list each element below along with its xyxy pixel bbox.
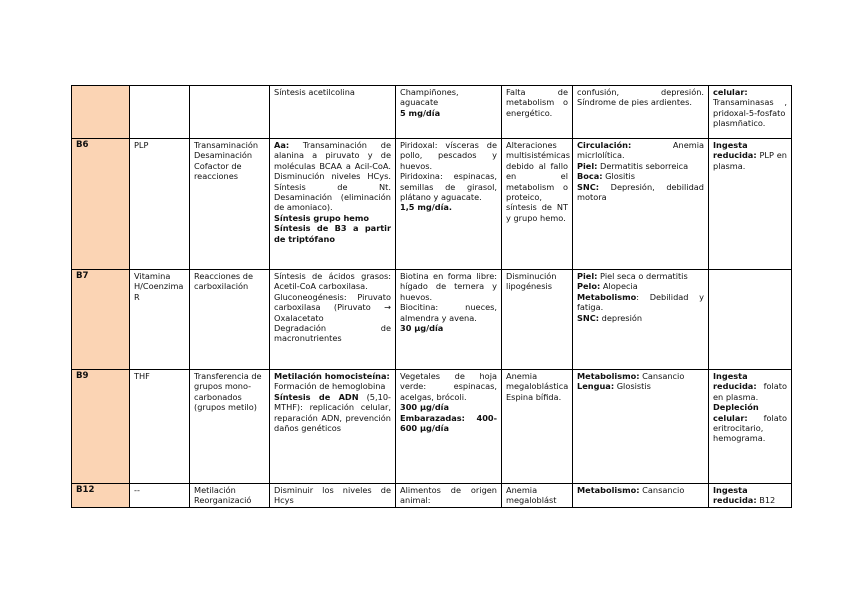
sources-cell-text: Biocitina: nueces, almendra y avena. (400, 302, 497, 323)
sources-cell (396, 139, 502, 270)
sources-cell-text: 30 µg/día (400, 323, 444, 334)
coenzyme-cell-text: -- (134, 485, 140, 495)
sources-cell-line (400, 202, 497, 212)
diagnosis-cell-text: PLP en plasma. (713, 150, 787, 171)
diagnosis-cell-text: Transaminasas , pridoxal-5-fosfato plasmñatico. (713, 97, 787, 129)
mechanism-cell (270, 370, 396, 484)
mechanism-cell-text: (5,10-MTHF): replicación celular, reparación ADN, prevención daños genéticos (274, 391, 391, 434)
diagnosis-cell-label: celular: (713, 87, 748, 97)
mechanism-cell (270, 86, 396, 139)
table-body (72, 86, 792, 508)
diagnosis-cell-label: Ingesta reducida: (713, 485, 757, 506)
function-cell-text: Transferencia de grupos mono-carbonados (grupos metilo) (194, 371, 262, 413)
mechanism-cell-line (274, 223, 391, 244)
coenzyme-cell-text: THF (134, 371, 150, 381)
table-row (72, 484, 792, 508)
symptoms-cell-text: Glosistis (614, 381, 651, 392)
sources-cell-text: Embarazadas: 400-600 µg/día (400, 412, 497, 434)
function-cell-text: Metilación Reorganizació (194, 485, 252, 506)
deficiency-cell (502, 370, 573, 484)
sources-cell-line (400, 140, 497, 171)
function-cell (190, 484, 270, 508)
deficiency-cell (502, 270, 573, 370)
coenzyme-cell-text: Vitamina H/Coenzima R (134, 271, 184, 302)
mechanism-cell-text: Síntesis de B3 a partir de triptófano (274, 223, 391, 244)
symptoms-cell-text: Alopecia (600, 281, 638, 292)
diagnosis-cell (709, 86, 792, 139)
mechanism-cell-text: Disminuir los niveles de Hcys (274, 485, 391, 506)
vitamin-cell-text: B9 (76, 371, 89, 381)
sources-cell (396, 484, 502, 508)
mechanism-cell-line (274, 271, 391, 292)
coenzyme-cell-text: PLP (134, 140, 149, 150)
coenzyme-cell (130, 86, 190, 139)
sources-cell-text: Biotina en forma libre: hígado de ternera y huevos. (400, 271, 497, 302)
mechanism-cell-line (274, 392, 391, 434)
symptoms-cell-line (577, 371, 704, 381)
mechanism-cell (270, 484, 396, 508)
sources-cell-line (400, 271, 497, 302)
symptoms-cell-label: Metabolismo: (577, 485, 640, 495)
symptoms-cell-label: SNC: (577, 181, 600, 192)
diagnosis-cell-line (713, 87, 787, 129)
mechanism-cell-line (274, 323, 391, 344)
mechanism-cell-text: Degradación de macronutrientes (274, 323, 391, 344)
mechanism-cell-line (274, 213, 391, 223)
sources-cell-line (400, 302, 497, 323)
deficiency-cell (502, 139, 573, 270)
sources-cell-text: 300 µg/día (400, 402, 450, 413)
symptoms-cell-line (577, 292, 704, 313)
deficiency-cell (502, 86, 573, 139)
mechanism-cell-line (274, 87, 391, 97)
diagnosis-cell-text: folato eritrocitario, hemograma. (713, 412, 787, 444)
vitamin-cell (72, 370, 130, 484)
sources-cell-line (400, 371, 497, 402)
diagnosis-cell-text: folato en plasma. (713, 381, 787, 402)
sources-cell-text: Piridoxal: vísceras de pollo, pescados y huevos. (400, 140, 497, 171)
symptoms-cell-label: Pelo: (577, 281, 601, 292)
symptoms-cell-text: Anemia micrlolítica. (577, 140, 704, 161)
symptoms-cell (573, 86, 709, 139)
table-row (72, 370, 792, 484)
diagnosis-cell-line (713, 402, 787, 444)
symptoms-cell-text: Dermatitis seborreica (597, 160, 689, 171)
sources-cell-text: 5 mg/día (400, 107, 441, 118)
sources-cell (396, 370, 502, 484)
symptoms-cell-text: Piel seca o dermatitis (597, 271, 688, 281)
diagnosis-cell-label: Ingesta reducida: (713, 371, 757, 392)
coenzyme-cell (130, 139, 190, 270)
diagnosis-cell (709, 370, 792, 484)
deficiency-cell-text: Disminución lipogénesis (506, 271, 557, 292)
sources-cell-line (400, 402, 497, 412)
vitamin-cell (72, 270, 130, 370)
coenzyme-cell (130, 370, 190, 484)
mechanism-cell-text: Formación de hemoglobina (274, 381, 386, 392)
function-cell (190, 370, 270, 484)
sources-cell-text: Piridoxina: espinacas, semillas de girasol, plátano y aguacate. (400, 171, 497, 203)
diagnosis-cell (709, 270, 792, 370)
function-cell-text: Transaminación Desaminación Cofactor de reacciones (194, 140, 259, 182)
mechanism-cell-text: Gluconeogénesis: Piruvato carboxilasa (Piruvato → Oxalacetato (274, 291, 391, 323)
mechanism-cell (270, 139, 396, 270)
mechanism-cell-line (274, 140, 391, 213)
symptoms-cell (573, 370, 709, 484)
vitamin-table (71, 85, 792, 508)
table-row (72, 86, 792, 139)
symptoms-cell (573, 139, 709, 270)
vitamin-cell (72, 484, 130, 508)
vitamin-cell-text: B6 (76, 140, 89, 150)
coenzyme-cell (130, 270, 190, 370)
mechanism-cell-line (274, 485, 391, 506)
symptoms-cell-label: Piel: (577, 160, 598, 171)
function-cell (190, 270, 270, 370)
diagnosis-cell-text: B12 (756, 495, 776, 506)
mechanism-cell-line (274, 371, 391, 381)
sources-cell-line (400, 87, 497, 108)
symptoms-cell-label: Lengua: (577, 381, 615, 392)
vitamin-cell (72, 139, 130, 270)
symptoms-cell-label: Metabolismo: (577, 371, 640, 381)
deficiency-cell-text: Anemia megaloblástica Espina bífida. (506, 371, 569, 402)
symptoms-cell (573, 484, 709, 508)
mechanism-cell-label: Aa: (274, 140, 290, 150)
vitamin-cell (72, 86, 130, 139)
diagnosis-cell-label: Ingesta reducida: (713, 140, 757, 161)
sources-cell-text: Vegetales de hoja verde: espinacas, acelgas, brócoli. (400, 371, 497, 402)
symptoms-cell-line (577, 381, 704, 391)
sources-cell-text: 1,5 mg/día. (400, 202, 453, 213)
table-row (72, 270, 792, 370)
symptoms-cell-text: depresión (599, 312, 643, 323)
symptoms-cell-label: Metabolismo (577, 291, 637, 302)
symptoms-cell-line (577, 281, 704, 291)
symptoms-cell-line (577, 161, 704, 171)
function-cell-text: Reacciones de carboxilación (194, 271, 253, 292)
mechanism-cell (270, 270, 396, 370)
symptoms-cell-text: Cansancio (639, 371, 685, 381)
symptoms-cell-line (577, 485, 704, 495)
sources-cell-line (400, 108, 497, 118)
mechanism-cell-text: Transaminación de alanina a piruvato y de moléculas BCAA a Acil-CoA. Disminución niveles HCys. Síntesis de Nt. Desaminación (eliminación de amoniaco). (274, 140, 391, 213)
symptoms-cell-label: Circulación: (577, 140, 632, 150)
function-cell (190, 139, 270, 270)
vitamin-cell-text: B7 (76, 271, 89, 281)
symptoms-cell-label: Boca: (577, 171, 603, 182)
sources-cell-line (400, 171, 497, 202)
symptoms-cell-line (577, 87, 704, 108)
symptoms-cell-line (577, 182, 704, 203)
sources-cell-line (400, 323, 497, 333)
symptoms-cell-line (577, 140, 704, 161)
symptoms-cell-line (577, 271, 704, 281)
symptoms-cell-line (577, 171, 704, 181)
function-cell (190, 86, 270, 139)
diagnosis-cell (709, 139, 792, 270)
diagnosis-cell-line (713, 371, 787, 402)
symptoms-cell-text: Glositis (602, 171, 636, 182)
symptoms-cell (573, 270, 709, 370)
symptoms-cell-line (577, 313, 704, 323)
sources-cell-text: Alimentos de origen animal: (400, 485, 497, 506)
symptoms-cell-text: Depresión, debilidad motora (577, 181, 704, 203)
mechanism-cell-text: Síntesis acetilcolina (274, 87, 355, 97)
diagnosis-cell-line (713, 485, 787, 506)
coenzyme-cell (130, 484, 190, 508)
mechanism-cell-text: Metilación homocisteína: (274, 371, 390, 381)
symptoms-cell-label: SNC: (577, 312, 600, 323)
sources-cell (396, 270, 502, 370)
vitamin-cell-text: B12 (76, 485, 95, 495)
mechanism-cell-text: Síntesis de ácidos grasos: Acetil-CoA carboxilasa. (274, 271, 391, 292)
symptoms-cell-label: Piel: (577, 271, 598, 281)
diagnosis-cell-label: Depleción celular: (713, 402, 759, 423)
table-row (72, 139, 792, 270)
mechanism-cell-text: Síntesis grupo hemo (274, 212, 370, 223)
diagnosis-cell-line (713, 140, 787, 171)
sources-cell-line (400, 485, 497, 506)
sources-cell-text: Champiñones, aguacate (400, 87, 459, 108)
deficiency-cell-text: Anemia megaloblást (506, 485, 557, 506)
diagnosis-cell (709, 484, 792, 508)
sources-cell-line (400, 413, 497, 434)
symptoms-cell-text: Cansancio (639, 485, 685, 495)
deficiency-cell-text: Falta de metabolism o energético. (506, 87, 568, 118)
symptoms-cell-text: : Debilidad y fatiga. (577, 291, 704, 313)
mechanism-cell-label: Síntesis de ADN (274, 391, 359, 402)
deficiency-cell-text: Alteraciones multisistémicas debido al fallo en el metabolism o proteico, síntesis de NT y grupo hemo. (506, 140, 571, 223)
mechanism-cell-line (274, 381, 391, 391)
symptoms-cell-text: confusión, depresión. Síndrome de pies ardientes. (577, 87, 704, 108)
mechanism-cell-line (274, 292, 391, 323)
sources-cell (396, 86, 502, 139)
deficiency-cell (502, 484, 573, 508)
